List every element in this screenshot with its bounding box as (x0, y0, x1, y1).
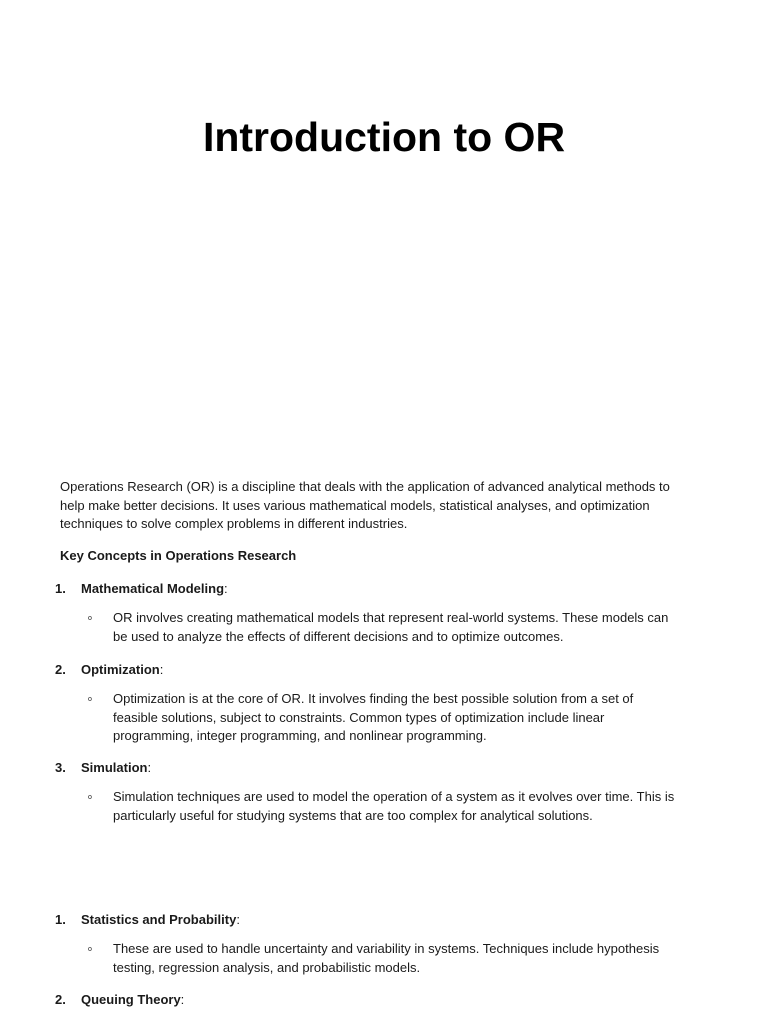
page-title: Introduction to OR (202, 114, 566, 160)
list-number: 2. (55, 662, 66, 677)
list-number: 2. (55, 992, 66, 1007)
list-item-colon: : (180, 992, 185, 1007)
list-item-title: Statistics and Probability (81, 912, 237, 927)
bullet-circle-icon: o (88, 696, 92, 703)
list-item-colon: : (224, 581, 228, 596)
list-item-colon: : (147, 760, 152, 775)
list-item-text: Simulation techniques are used to model the operation of a system as it evolves over time. This is particularly useful for studying systems that are too complex for analytical solutions. (113, 789, 675, 823)
list-item-statistics-probability (55, 911, 675, 977)
intro-paragraph: Operations Research (OR) is a discipline that deals with the application of advanced analytical methods to help make better decisions. It uses various mathematical models, statistical analyses, and optimization techniques to solve complex problems in different industries. (60, 479, 670, 531)
list-item-title: Simulation (81, 760, 148, 775)
bullet-circle-icon: o (88, 794, 92, 801)
list-item-queuing-theory (55, 991, 675, 1009)
bullet-circle-icon: o (88, 946, 92, 953)
list-number: 1. (55, 581, 66, 596)
list-item-colon: : (236, 912, 240, 927)
list-item-mathematical-modeling (55, 580, 675, 646)
bullet-circle-icon: o (88, 615, 92, 622)
list-item-title: Mathematical Modeling (81, 581, 225, 596)
list-item-optimization (55, 661, 675, 746)
list-item-title: Optimization (81, 662, 160, 677)
list-item-text: OR involves creating mathematical models that represent real-world systems. These models can be used to analyze the effects of different decisions and to optimize outcomes. (113, 610, 669, 644)
key-concepts-heading: Key Concepts in Operations Research (60, 548, 297, 563)
list-item-text: Optimization is at the core of OR. It involves finding the best possible solution from a set of feasible solutions, subject to constraints. Common types of optimization include linear programming, integer programming, and nonlinear programming. (113, 691, 634, 743)
list-item-colon: : (159, 662, 164, 677)
list-item-text: These are used to handle uncertainty and variability in systems. Techniques include hypothesis testing, regression analysis, and probabilistic models. (113, 941, 660, 975)
list-item-title: Queuing Theory (81, 992, 181, 1007)
list-number: 1. (55, 912, 66, 927)
list-number: 3. (55, 760, 66, 775)
list-item-simulation (55, 759, 675, 825)
